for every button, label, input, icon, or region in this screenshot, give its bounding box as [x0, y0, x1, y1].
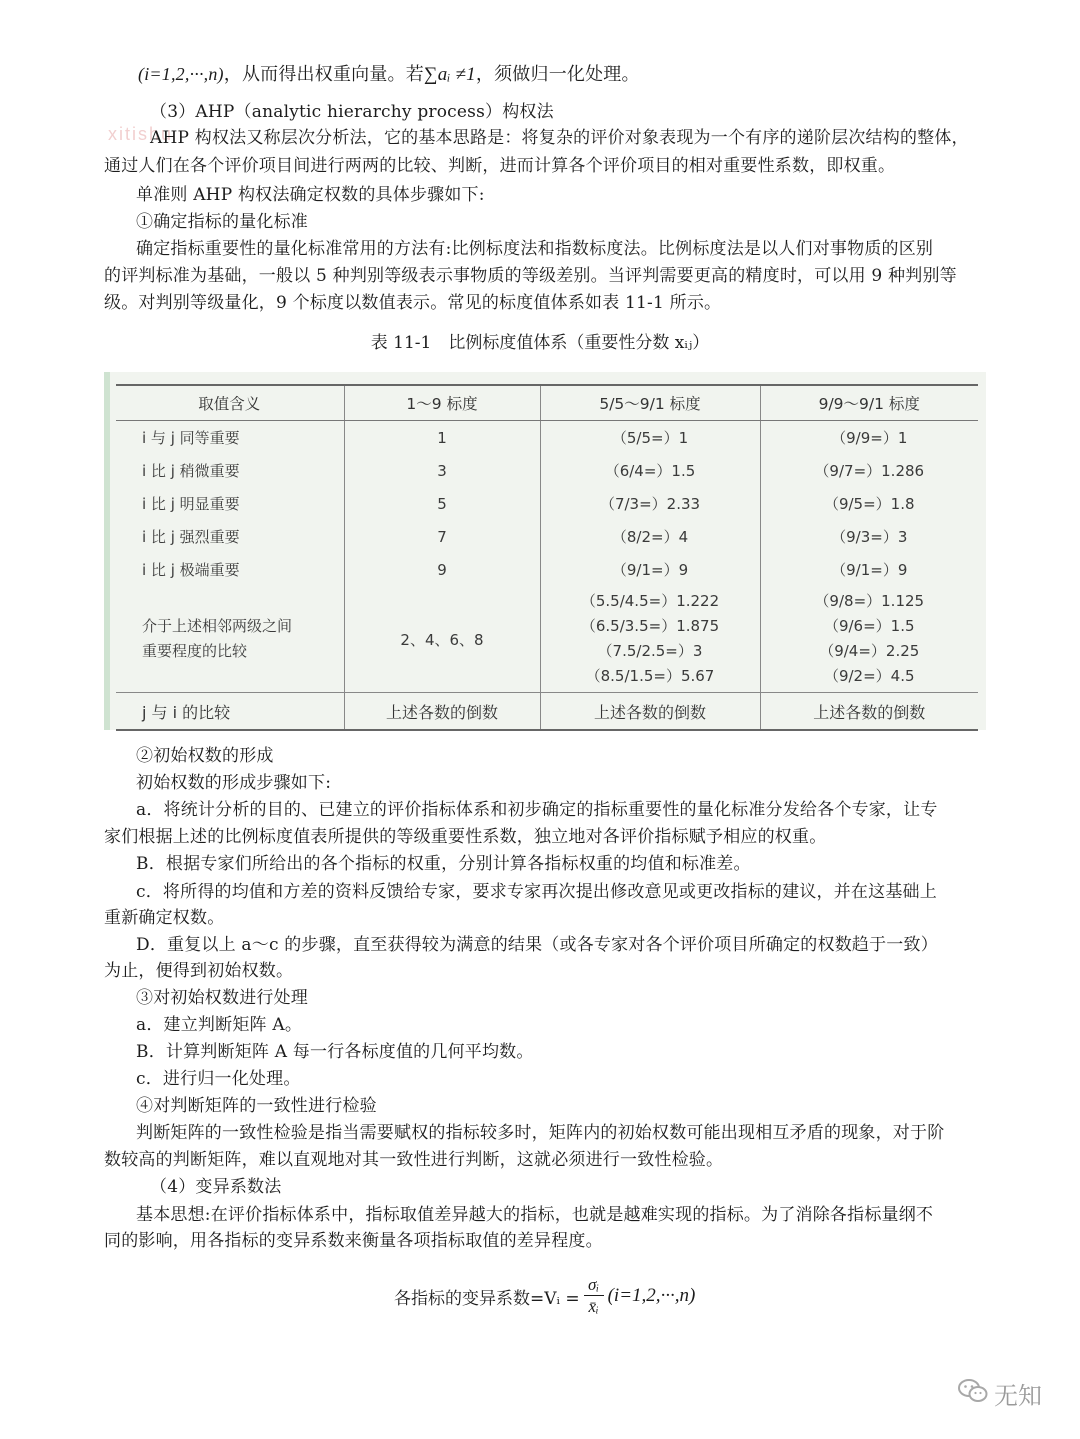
cell-value: 上述各数的倒数	[344, 693, 540, 731]
cell-value-list	[540, 586, 760, 693]
text-line: 为止，便得到初始权数。	[104, 961, 294, 981]
fraction-numerator: σᵢ	[588, 1274, 600, 1294]
cell-value: （5/5=）1	[540, 421, 760, 455]
cell-value-list	[760, 586, 978, 693]
cell-value: （6/4=）1.5	[540, 454, 760, 487]
text-fragment: ，从而得出权重向量。若	[223, 64, 424, 85]
text-line: 家们根据上述的比例标度值表所提供的等级重要性系数，独立地对各评价指标赋予相应的权重。	[104, 827, 827, 847]
cell-meaning: i 比 j 强烈重要	[116, 520, 344, 553]
table-caption: 表 11-1 比例标度值体系（重要性分数 xᵢⱼ）	[370, 333, 710, 353]
formula-fraction	[584, 1275, 604, 1318]
table-row	[116, 454, 978, 487]
cell-value: （8/2=）4	[540, 520, 760, 553]
text-fragment: ，须做归一化处理。	[475, 64, 640, 85]
cell-value: 1	[344, 421, 540, 455]
cell-meaning: i 比 j 明显重要	[116, 487, 344, 520]
text-line: D．重复以上 a～c 的步骤，直至获得较为满意的结果（或各专家对各个评价项目所确定的权数趋于一致）	[136, 935, 938, 955]
cell-line: 介于上述相邻两级之间	[142, 617, 293, 635]
cell-meaning: j 与 i 的比较	[116, 693, 344, 731]
cell-line: （9/8=）1.125	[814, 592, 925, 610]
cell-value: 7	[344, 520, 540, 553]
text-line-8: 的评判标准为基础，一般以 5 种判别等级表示事物质的等级差别。当评判需要更高的精度时，可以用 9 种判别等	[104, 266, 957, 286]
text-line: 判断矩阵的一致性检验是指当需要赋权的指标较多时，矩阵内的初始权数可能出现相互矛盾的现象，对于阶	[136, 1123, 945, 1143]
cell-value: 2、4、6、8	[344, 586, 540, 693]
cell-value: 9	[344, 553, 540, 586]
cell-line: 重要程度的比较	[142, 642, 248, 660]
cell-line: （8.5/1.5=）5.67	[585, 667, 715, 685]
text-line-4: 通过人们在各个评价项目间进行两两的比较、判断，进而计算各个评价项目的相对重要性系数，即权重。	[104, 156, 896, 176]
table-header-row	[116, 385, 978, 421]
text-line: B．计算判断矩阵 A 每一行各标度值的几何平均数。	[136, 1042, 534, 1062]
cell-value: （9/9=）1	[831, 429, 908, 447]
sum-formula: ∑aᵢ ≠1	[423, 64, 476, 85]
wechat-brand	[958, 1376, 1042, 1411]
text-line: B．根据专家们所给出的各个指标的权重，分别计算各指标权重的均值和标准差。	[136, 854, 751, 874]
table-row-intermediate	[116, 586, 978, 693]
cell-value: （7/3=）2.33	[540, 487, 760, 520]
step-heading-4: ④对判断矩阵的一致性进行检验	[136, 1096, 377, 1116]
cell-meaning: i 比 j 极端重要	[116, 553, 344, 586]
cell-line: （5.5/4.5=）1.222	[580, 592, 720, 610]
formula-cv	[394, 1268, 695, 1324]
text-line-9: 级。对判别等级量化，9 个标度以数值表示。常见的标度值体系如表 11-1 所示。	[104, 293, 722, 313]
brand-name: 无知	[994, 1382, 1042, 1410]
table-row	[116, 487, 978, 520]
step-heading-3: ③对初始权数进行处理	[136, 988, 308, 1008]
watermark: xitishu	[108, 124, 174, 144]
cell-line: （9/4=）2.25	[819, 642, 920, 660]
text-line-5: 单准则 AHP 构权法确定权数的具体步骤如下:	[136, 185, 485, 205]
text-line: 基本思想:在评价指标体系中，指标取值差异越大的指标，也就是越难实现的指标。为了消除各指标量纲不	[136, 1205, 934, 1225]
cell-meaning	[116, 586, 344, 693]
cell-value: （9/1=）9	[831, 561, 908, 579]
table-row-reciprocal	[116, 693, 978, 731]
cell-line: （6.5/3.5=）1.875	[580, 617, 720, 635]
header-scale-1-9: 1～9 标度	[344, 385, 540, 421]
cell-meaning: i 与 j 同等重要	[116, 421, 344, 455]
cell-value: 3	[344, 454, 540, 487]
cell-meaning: i 比 j 稍微重要	[116, 454, 344, 487]
cell-value: 上述各数的倒数	[760, 693, 978, 731]
header-scale-9-9: 9/9～9/1 标度	[760, 385, 978, 421]
cell-value: （9/3=）3	[831, 528, 908, 546]
section-heading-ahp: （3）AHP（analytic hierarchy process）构权法	[150, 102, 554, 122]
text-line: 数较高的判断矩阵，难以直观地对其一致性进行判断，这就必须进行一致性检验。	[104, 1150, 724, 1170]
cell-line: （7.5/2.5=）3	[597, 642, 703, 660]
table-row	[116, 520, 978, 553]
text-line: 同的影响，用各指标的变异系数来衡量各项指标取值的差异程度。	[104, 1231, 603, 1251]
formula-label: 各指标的变异系数=Vᵢ =	[394, 1288, 580, 1309]
text-line: c．将所得的均值和方差的资料反馈给专家，要求专家再次提出修改意见或更改指标的建议，并在这基础上	[136, 882, 937, 902]
text-line-3: AHP 构权法又称层次分析法，它的基本思路是：将复杂的评价对象表现为一个有序的递阶层次结构的整体，	[150, 128, 969, 148]
text-line: 重新确定权数。	[104, 908, 225, 928]
fraction-denominator: x̄ᵢ	[588, 1296, 599, 1316]
formula-range: (i=1,2,···,n)	[607, 1285, 696, 1306]
text-line-1	[138, 62, 640, 87]
cell-value: （9/7=）1.286	[814, 462, 925, 480]
header-scale-5-5: 5/5～9/1 标度	[540, 385, 760, 421]
section-heading-cv: （4）变异系数法	[150, 1177, 282, 1197]
scale-table-image	[104, 372, 986, 730]
text-line: 初始权数的形成步骤如下:	[136, 773, 332, 793]
text-line-7: 确定指标重要性的量化标准常用的方法有:比例标度法和指数标度法。比例标度法是以人们对事物质的区别	[136, 239, 934, 259]
step-heading-1: ①确定指标的量化标准	[136, 212, 308, 232]
table-row	[116, 421, 978, 455]
text-line: a．建立判断矩阵 A。	[136, 1015, 303, 1035]
header-meaning: 取值含义	[116, 385, 344, 421]
cell-line: （9/2=）4.5	[823, 667, 915, 685]
text-line: a．将统计分析的目的、已建立的评价指标体系和初步确定的指标重要性的量化标准分发给各个专家，让专	[136, 800, 938, 820]
cell-value: （9/5=）1.8	[823, 495, 915, 513]
cell-value: 上述各数的倒数	[540, 693, 760, 731]
index-range: (i=1,2,···,n)	[138, 64, 224, 84]
wechat-icon	[958, 1378, 988, 1410]
cell-value: 5	[344, 487, 540, 520]
cell-line: （9/6=）1.5	[823, 617, 915, 635]
step-heading-2: ②初始权数的形成	[136, 746, 274, 766]
cell-value: （9/1=）9	[540, 553, 760, 586]
scale-table	[116, 384, 978, 731]
table-row	[116, 553, 978, 586]
text-line: c．进行归一化处理。	[136, 1069, 301, 1089]
